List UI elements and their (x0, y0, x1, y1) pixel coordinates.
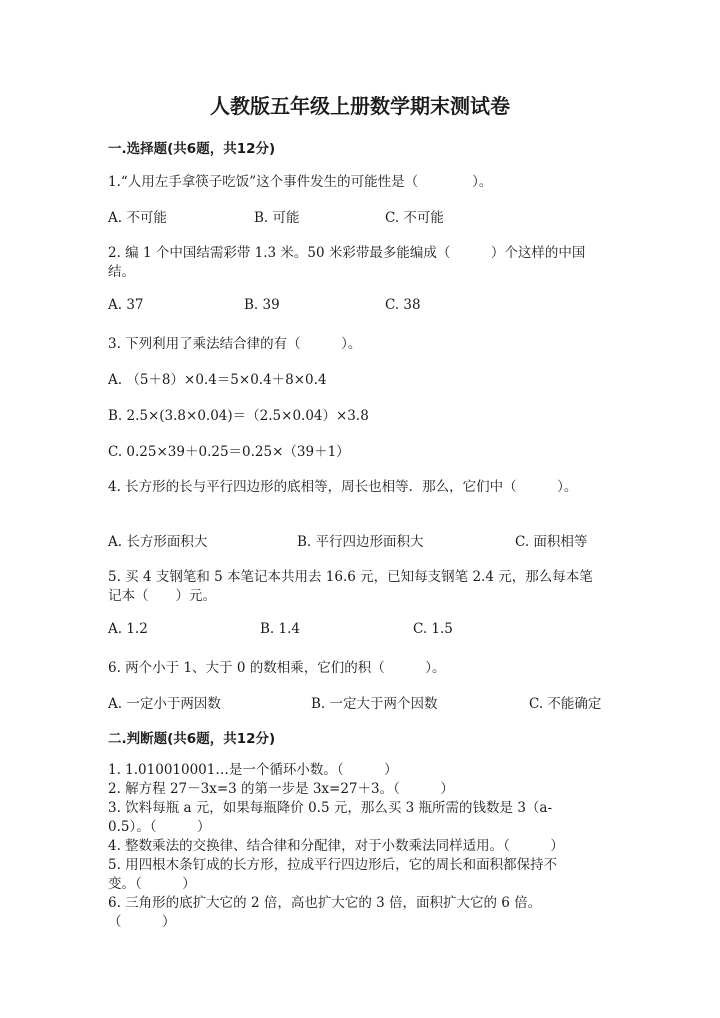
question-3-option-c: C. 0.25×39＋0.25＝0.25×（39＋1） (108, 444, 350, 460)
section-2-heading: 二.判断题(共6题，共12分) (108, 731, 276, 747)
question-1-option-a: A. 不可能 (108, 210, 167, 226)
judgment-3-line-2: 0.5）。（ ） (108, 819, 211, 835)
question-4-text: 4. 长方形的长与平行四边形的底相等，周长也相等．那么，它们中（ ）。 (108, 479, 578, 495)
question-1-option-c: C. 不可能 (385, 210, 444, 226)
question-5-text-line-2: 记本（ ）元。 (108, 588, 216, 604)
judgment-6-line-1: 6. 三角形的底扩大它的 2 倍，高也扩大它的 3 倍，面积扩大它的 6 倍。 (108, 895, 542, 911)
question-5-option-b: B. 1.4 (260, 621, 300, 637)
question-5-option-c: C. 1.5 (413, 621, 453, 637)
section-1-heading: 一.选择题(共6题，共12分) (108, 141, 276, 157)
question-2-option-c: C. 38 (385, 297, 421, 313)
judgment-5-line-1: 5. 用四根木条钉成的长方形，拉成平行四边形后，它的周长和面积都保持不 (108, 857, 558, 873)
question-2-option-a: A. 37 (108, 297, 144, 313)
question-6-option-a: A. 一定小于两因数 (108, 696, 221, 712)
question-2-text-line-1: 2. 编 1 个中国结需彩带 1.3 米。50 米彩带最多能编成（ ）个这样的中国 (108, 245, 586, 261)
question-1-option-b: B. 可能 (254, 210, 300, 226)
question-2-text-line-2: 结。 (108, 264, 135, 280)
question-5-option-a: A. 1.2 (108, 621, 148, 637)
question-4-option-c: C. 面积相等 (515, 534, 588, 550)
judgment-5-line-2: 变。（ ） (108, 876, 196, 892)
question-6-option-c: C. 不能确定 (529, 696, 602, 712)
judgment-3-line-1: 3. 饮料每瓶 a 元，如果每瓶降价 0.5 元，那么买 3 瓶所需的钱数是 3（a- (108, 800, 553, 816)
question-6-text: 6. 两个小于 1、大于 0 的数相乘，它们的积（ ）。 (108, 660, 446, 676)
question-4-option-b: B. 平行四边形面积大 (297, 534, 424, 550)
question-6-option-b: B. 一定大于两个因数 (311, 696, 438, 712)
question-3-text: 3. 下列利用了乘法结合律的有（ ）。 (108, 336, 362, 352)
question-5-text-line-1: 5. 买 4 支钢笔和 5 本笔记本共用去 16.6 元，已知每支钢笔 2.4 元，那么每本笔 (108, 569, 593, 585)
judgment-1: 1. 1.010010001…是一个循环小数。（ ） (108, 762, 398, 778)
question-3-option-a: A. （5＋8）×0.4＝5×0.4＋8×0.4 (108, 372, 327, 388)
judgment-4: 4. 整数乘法的交换律、结合律和分配律，对于小数乘法同样适用。（ ） (108, 838, 564, 854)
question-4-option-a: A. 长方形面积大 (108, 534, 208, 550)
question-2-option-b: B. 39 (244, 297, 280, 313)
question-1-text: 1.“人用左手拿筷子吃饭”这个事件发生的可能性是（ ）。 (108, 174, 493, 190)
judgment-6-line-2: （ ） (108, 914, 176, 930)
question-3-option-b: B. 2.5×(3.8×0.04)＝（2.5×0.04）×3.8 (108, 408, 369, 424)
judgment-2: 2. 解方程 27－3x=3 的第一步是 3x=27＋3。（ ） (108, 781, 454, 797)
page-title: 人教版五年级上册数学期末测试卷 (210, 94, 510, 118)
